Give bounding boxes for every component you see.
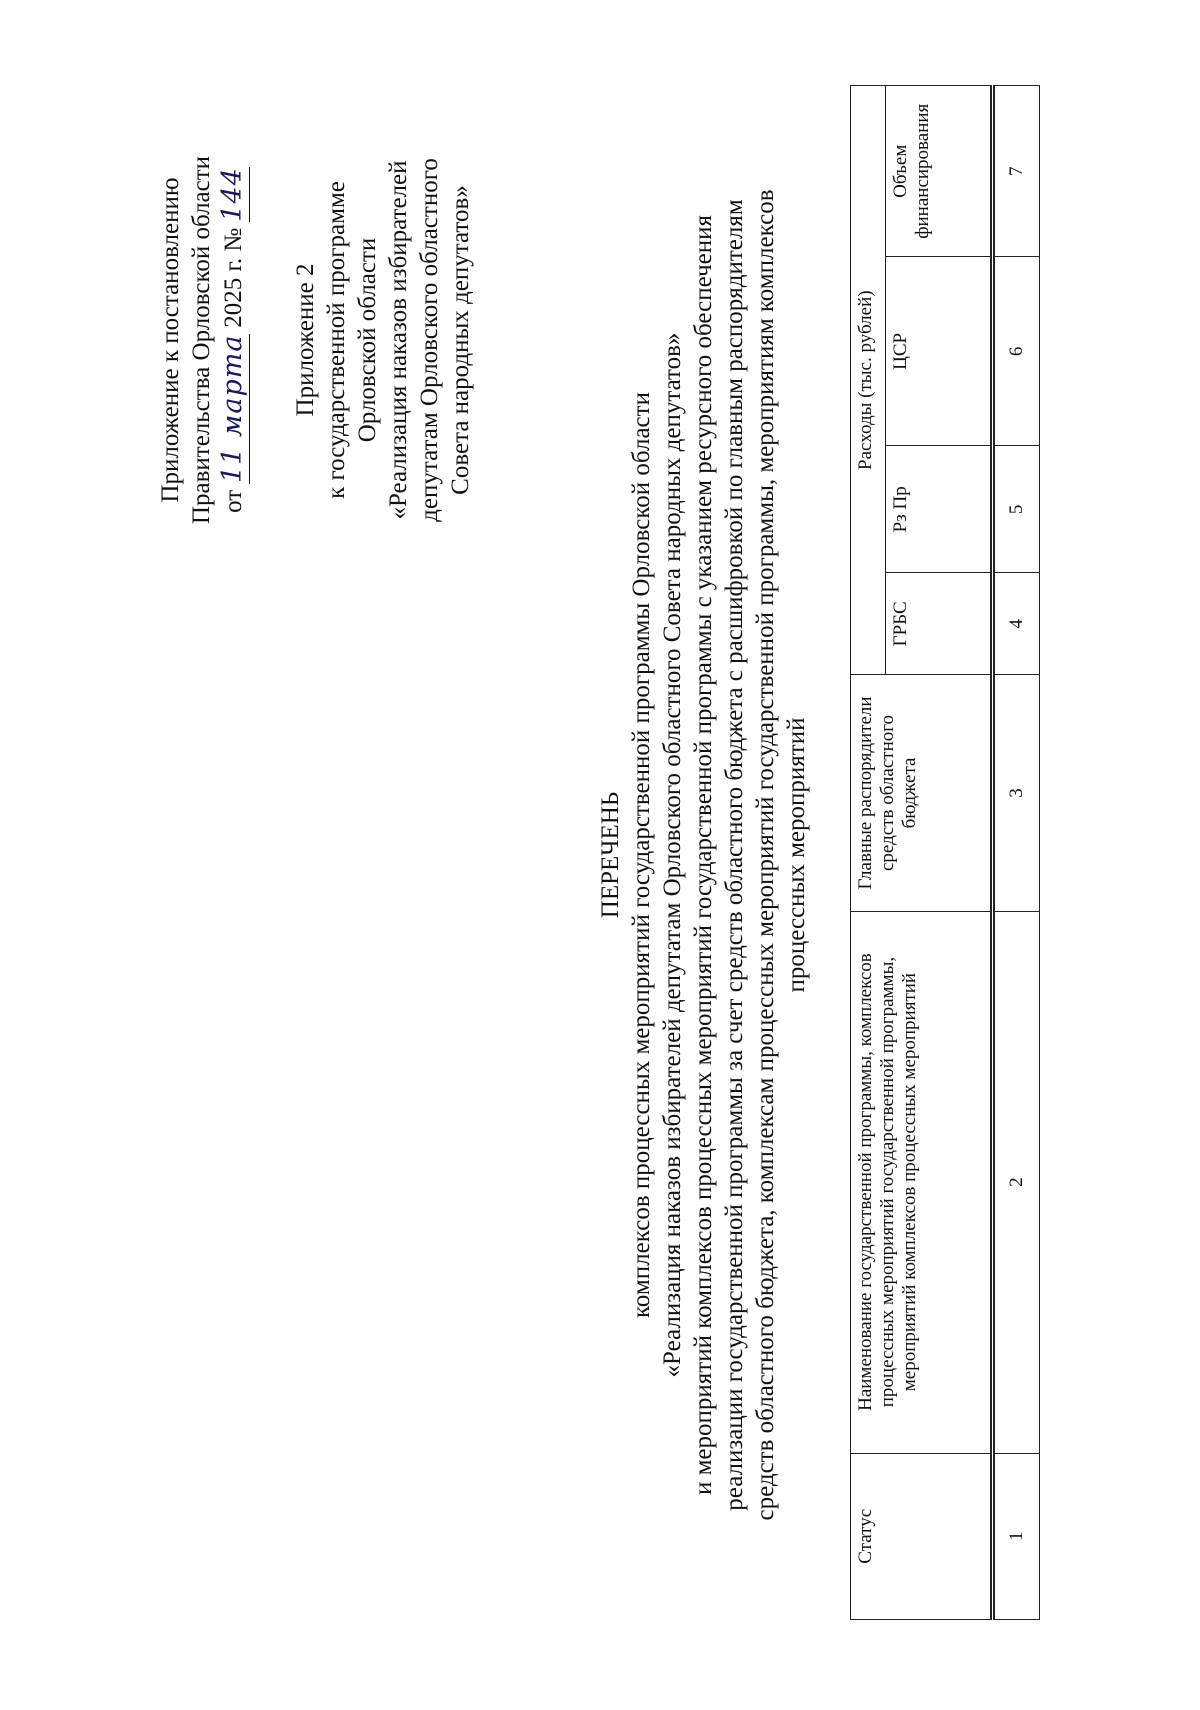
year-and-number-label: 2025 г. № [220, 227, 247, 328]
column-numbers-row [993, 86, 1040, 1620]
header-expenses: Расходы (тыс. рублей) [851, 86, 886, 675]
program-appendix-block [290, 20, 476, 660]
title-line: «Реализация наказов избирателей депутатам Орловского областного Совета народных депутатов» [659, 332, 686, 1378]
document-heading: ПЕРЕЧЕНЬ [597, 791, 624, 919]
expenses-table [850, 85, 1040, 1620]
title-line: реализации государственной программы за счет средств областного бюджета с расшифровкой по главным распорядителям [721, 199, 748, 1511]
title-line: средств областного бюджета, комплексам процессных мероприятий государственной программы, мероприятиям комплексов [752, 189, 779, 1521]
column-number: 6 [993, 257, 1040, 446]
decree-appendix-line-2: Правительства Орловской области [188, 155, 215, 525]
table-header-row [851, 86, 886, 1620]
handwritten-date-field [217, 334, 250, 484]
column-number: 2 [993, 911, 1040, 1453]
from-prefix: от [220, 489, 247, 513]
decree-appendix-line-1: Приложение к постановлению [157, 177, 184, 503]
header-csr: ЦСР [886, 257, 993, 446]
handwritten-number-field [217, 167, 250, 222]
column-number: 5 [993, 446, 1040, 573]
title-line: комплексов процессных мероприятий государственной программы Орловской области [628, 392, 655, 1318]
header-grbs: ГРБС [886, 573, 993, 675]
title-line: и мероприятий комплексов процессных мероприятий государственной программы с указанием ресурсного обеспечения [690, 214, 717, 1496]
program-appendix-line-4: «Реализация наказов избирателей [385, 160, 412, 520]
header-main-managers: Главные распорядители средств областного бюджета [851, 675, 993, 911]
decree-appendix-block [155, 20, 250, 660]
header-volume: Объем финансирования [886, 86, 993, 258]
column-number: 7 [993, 86, 1040, 258]
handwritten-number: 144 [217, 167, 248, 222]
program-appendix-line-6: Совета народных депутатов» [447, 185, 474, 495]
column-number: 4 [993, 573, 1040, 675]
header-rz-pr: Рз Пр [886, 446, 993, 573]
title-line: процессных мероприятий [783, 717, 810, 993]
program-appendix-line-2: к государственной программе [323, 181, 350, 499]
program-appendix-line-1: Приложение 2 [292, 263, 319, 417]
header-status: Статус [851, 1453, 993, 1619]
header-name: Наименование государственной программы, комплексов процессных мероприятий государственной программы, мероприятий комплексов процессных мероприятий [851, 911, 993, 1453]
program-appendix-line-5: депутатам Орловского областного [416, 158, 443, 522]
document-title-block [595, 150, 812, 1560]
column-number: 1 [993, 1453, 1040, 1619]
decree-date-line [217, 20, 250, 660]
handwritten-date: 11 марта [217, 334, 248, 483]
program-appendix-line-3: Орловской области [354, 237, 381, 443]
column-number: 3 [993, 675, 1040, 911]
